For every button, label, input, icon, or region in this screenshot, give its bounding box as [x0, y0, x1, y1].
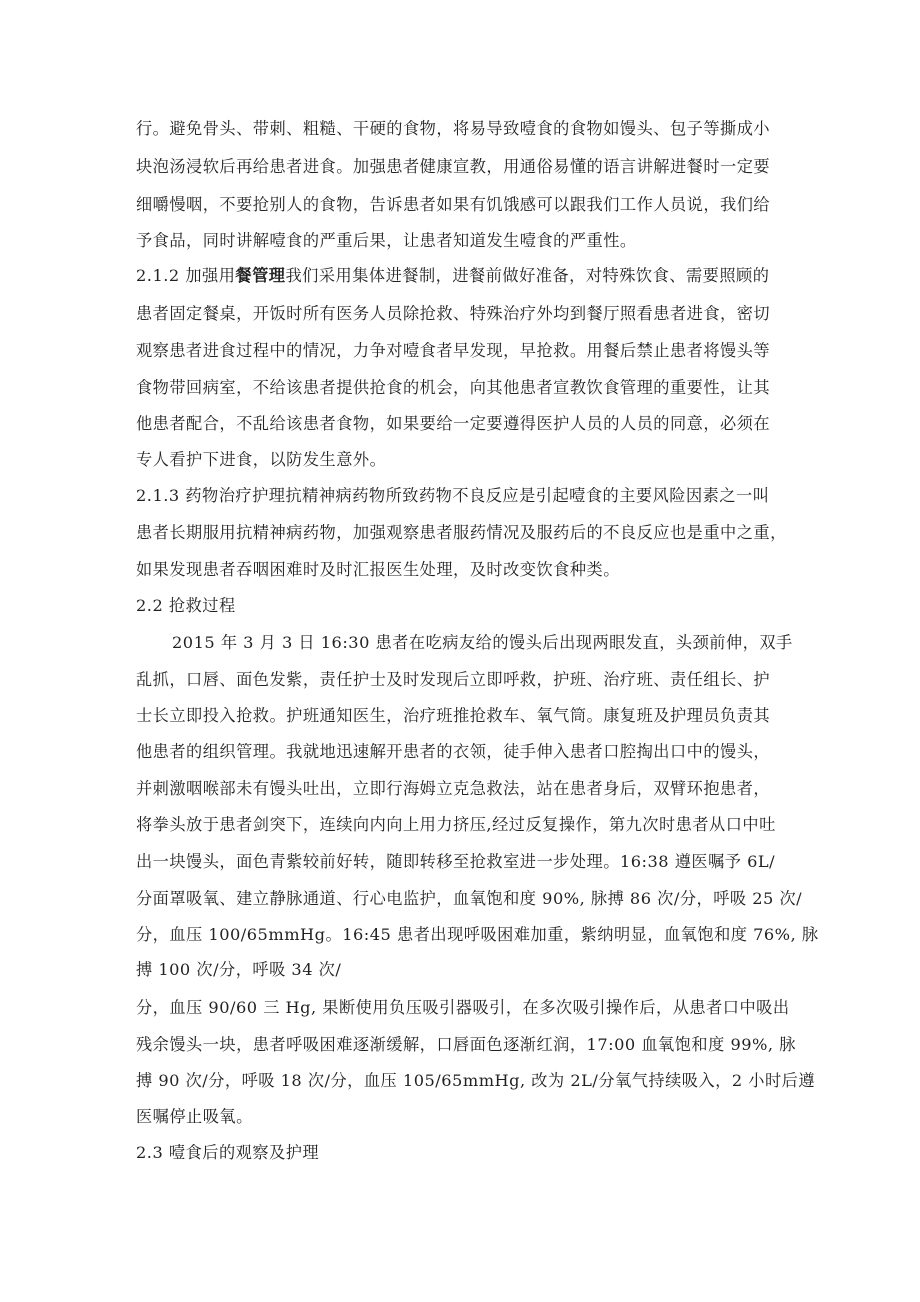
paragraph-line: 将拳头放于患者剑突下，连续向内向上用力挤压,经过反复操作，第九次时患者从口中吐 [136, 815, 776, 834]
section-2-1-3-line: 2.1.3 药物治疗护理抗精神病药物所致药物不良反应是引起噎食的主要风险因素之一叫 [136, 486, 770, 505]
paragraph-line: 如果发现患者吞咽困难时及时汇报医生处理，及时改变饮食种类。 [136, 560, 620, 579]
section-2-1-2-title-bold: 餐管理 [235, 266, 286, 285]
paragraph-line: 2015 年 3 月 3 日 16:30 患者在吃病友给的馒头后出现两眼发直，头颈前伸，双手 [172, 633, 793, 652]
paragraph-line: 并刺激咽喉部未有馒头吐出，立即行海姆立克急救法，站在患者身后，双臂环抱患者， [136, 779, 771, 798]
paragraph-line: 分面罩吸氧、建立静脉通道、行心电监护，血氧饱和度 90%, 脉搏 86 次/分，呼吸 25 次/ [136, 889, 803, 908]
paragraph-line: 专人看护下进食，以防发生意外。 [136, 450, 387, 469]
paragraph-line: 残余馒头一块，患者呼吸困难逐渐缓解，口唇面色逐渐红润，17:00 血氧饱和度 99%, 脉 [136, 1035, 796, 1054]
paragraph-line: 患者长期服用抗精神病药物，加强观察患者服药情况及服药后的不良反应也是重中之重， [136, 523, 787, 542]
section-2-1-2-line [136, 264, 769, 288]
paragraph-line: 块泡汤浸软后再给患者进食。加强患者健康宣教，用通俗易懂的语言讲解进餐时一定要 [136, 157, 771, 176]
section-2-1-2-title: 2.1.2 加强用 [136, 266, 236, 285]
section-2-3-heading: 2.3 噎食后的观察及护理 [136, 1143, 320, 1162]
paragraph-line: 细嚼慢咽，不要抢别人的食物，告诉患者如果有饥饿感可以跟我们工作人员说，我们给 [136, 195, 771, 214]
paragraph-line: 出一块馒头，面色青紫较前好转，随即转移至抢救室进一步处理。16:38 遵医嘱予 6L/ [136, 852, 776, 871]
section-2-1-2-text: 我们采用集体进餐制，进餐前做好准备，对特殊饮食、需要照顾的 [285, 266, 770, 285]
paragraph-line: 观察患者进食过程中的情况，力争对噎食者早发现，早抢救。用餐后禁止患者将馒头等 [136, 341, 771, 360]
paragraph-line: 予食品，同时讲解噎食的严重后果，让患者知道发生噎食的严重性。 [136, 231, 637, 250]
paragraph-line: 他患者的组织管理。我就地迅速解开患者的衣领，徒手伸入患者口腔掏出口中的馒头， [136, 742, 771, 761]
paragraph-line: 士长立即投入抢救。护班通知医生，治疗班推抢救车、氧气筒。康复班及护理员负责其 [136, 706, 771, 725]
paragraph-line: 医嘱停止吸氧。 [136, 1107, 253, 1126]
paragraph-line: 搏 100 次/分，呼吸 34 次/ [136, 960, 342, 979]
paragraph-line: 搏 90 次/分，呼吸 18 次/分，血压 105/65mmHg, 改为 2L/分氧气持续吸入，2 小时后遵 [136, 1071, 816, 1090]
paragraph-line: 患者固定餐桌，开饭时所有医务人员除抢救、特殊治疗外均到餐厅照看患者进食，密切 [136, 304, 771, 323]
section-2-2-heading: 2.2 抢救过程 [136, 596, 236, 615]
paragraph-line: 分，血压 100/65mmHg。16:45 患者出现呼吸困难加重，紫纳明显，血氧饱和度 76%, 脉 [136, 925, 819, 944]
paragraph-line: 食物带回病室，不给该患者提供抢食的机会，向其他患者宣教饮食管理的重要性，让其 [136, 378, 771, 397]
paragraph-line: 分，血压 90/60 三 Hg, 果断使用负压吸引器吸引，在多次吸引操作后，从患者口中吸出 [136, 998, 790, 1017]
paragraph-line: 行。避免骨头、带刺、粗糙、干硬的食物，将易导致噎食的食物如馒头、包子等撕成小 [136, 119, 771, 138]
paragraph-line: 他患者配合，不乱给该患者食物，如果要给一定要遵得医护人员的人员的同意，必须在 [136, 414, 771, 433]
paragraph-line: 乱抓，口唇、面色发紫，责任护士及时发现后立即呼救，护班、治疗班、责任组长、护 [136, 670, 771, 689]
